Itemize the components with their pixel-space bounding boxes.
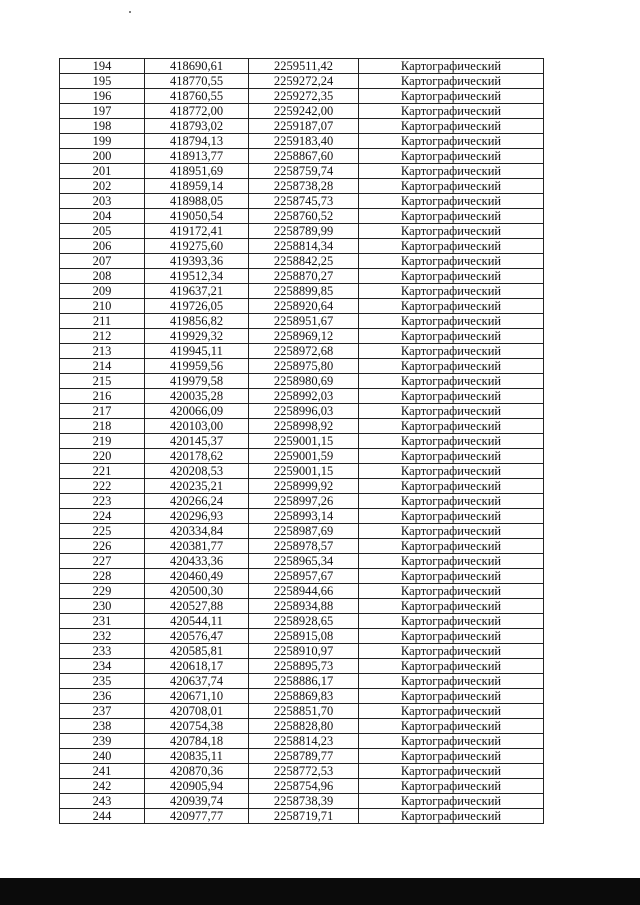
point-number-cell: 207 — [60, 254, 145, 269]
y-coordinate-cell: 2259001,15 — [249, 464, 359, 479]
y-coordinate-cell: 2259183,40 — [249, 134, 359, 149]
x-coordinate-cell: 419050,54 — [145, 209, 249, 224]
point-number-cell: 229 — [60, 584, 145, 599]
x-coordinate-cell: 420671,10 — [145, 689, 249, 704]
point-number-cell: 242 — [60, 779, 145, 794]
y-coordinate-cell: 2258759,74 — [249, 164, 359, 179]
x-coordinate-cell: 420460,49 — [145, 569, 249, 584]
point-number-cell: 232 — [60, 629, 145, 644]
point-number-cell: 224 — [60, 509, 145, 524]
x-coordinate-cell: 420637,74 — [145, 674, 249, 689]
point-number-cell: 208 — [60, 269, 145, 284]
x-coordinate-cell: 419726,05 — [145, 299, 249, 314]
method-cell: Картографический — [359, 599, 544, 614]
table-row — [60, 719, 544, 734]
y-coordinate-cell: 2258944,66 — [249, 584, 359, 599]
table-row — [60, 179, 544, 194]
point-number-cell: 237 — [60, 704, 145, 719]
x-coordinate-cell: 420266,24 — [145, 494, 249, 509]
table-row — [60, 419, 544, 434]
point-number-cell: 200 — [60, 149, 145, 164]
point-number-cell: 238 — [60, 719, 145, 734]
point-number-cell: 215 — [60, 374, 145, 389]
point-number-cell: 204 — [60, 209, 145, 224]
table-row — [60, 734, 544, 749]
point-number-cell: 239 — [60, 734, 145, 749]
table-row — [60, 809, 544, 824]
method-cell: Картографический — [359, 89, 544, 104]
x-coordinate-cell: 418913,77 — [145, 149, 249, 164]
table-row — [60, 359, 544, 374]
point-number-cell: 222 — [60, 479, 145, 494]
table-row — [60, 704, 544, 719]
table-row — [60, 149, 544, 164]
x-coordinate-cell: 419512,34 — [145, 269, 249, 284]
point-number-cell: 225 — [60, 524, 145, 539]
method-cell: Картографический — [359, 59, 544, 74]
table-row — [60, 539, 544, 554]
y-coordinate-cell: 2258969,12 — [249, 329, 359, 344]
y-coordinate-cell: 2258965,34 — [249, 554, 359, 569]
point-number-cell: 218 — [60, 419, 145, 434]
method-cell: Картографический — [359, 809, 544, 824]
method-cell: Картографический — [359, 689, 544, 704]
y-coordinate-cell: 2258915,08 — [249, 629, 359, 644]
method-cell: Картографический — [359, 434, 544, 449]
x-coordinate-cell: 419637,21 — [145, 284, 249, 299]
method-cell: Картографический — [359, 629, 544, 644]
table-row — [60, 599, 544, 614]
y-coordinate-cell: 2258980,69 — [249, 374, 359, 389]
table-row — [60, 569, 544, 584]
x-coordinate-cell: 420296,93 — [145, 509, 249, 524]
method-cell: Картографический — [359, 524, 544, 539]
method-cell: Картографический — [359, 749, 544, 764]
method-cell: Картографический — [359, 389, 544, 404]
x-coordinate-cell: 419945,11 — [145, 344, 249, 359]
table-row — [60, 434, 544, 449]
y-coordinate-cell: 2258992,03 — [249, 389, 359, 404]
point-number-cell: 236 — [60, 689, 145, 704]
method-cell: Картографический — [359, 314, 544, 329]
table-row — [60, 389, 544, 404]
point-number-cell: 211 — [60, 314, 145, 329]
y-coordinate-cell: 2258842,25 — [249, 254, 359, 269]
x-coordinate-cell: 420784,18 — [145, 734, 249, 749]
x-coordinate-cell: 420035,28 — [145, 389, 249, 404]
method-cell: Картографический — [359, 659, 544, 674]
coordinates-table — [59, 58, 544, 824]
x-coordinate-cell: 420977,77 — [145, 809, 249, 824]
table-row — [60, 509, 544, 524]
method-cell: Картографический — [359, 209, 544, 224]
table-row — [60, 614, 544, 629]
point-number-cell: 213 — [60, 344, 145, 359]
method-cell: Картографический — [359, 359, 544, 374]
y-coordinate-cell: 2259272,24 — [249, 74, 359, 89]
table-row — [60, 449, 544, 464]
x-coordinate-cell: 420381,77 — [145, 539, 249, 554]
point-number-cell: 221 — [60, 464, 145, 479]
method-cell: Картографический — [359, 584, 544, 599]
method-cell: Картографический — [359, 479, 544, 494]
table-row — [60, 524, 544, 539]
point-number-cell: 194 — [60, 59, 145, 74]
method-cell: Картографический — [359, 569, 544, 584]
x-coordinate-cell: 420754,38 — [145, 719, 249, 734]
point-number-cell: 219 — [60, 434, 145, 449]
point-number-cell: 216 — [60, 389, 145, 404]
point-number-cell: 234 — [60, 659, 145, 674]
x-coordinate-cell: 419959,56 — [145, 359, 249, 374]
method-cell: Картографический — [359, 734, 544, 749]
y-coordinate-cell: 2258814,23 — [249, 734, 359, 749]
x-coordinate-cell: 418951,69 — [145, 164, 249, 179]
y-coordinate-cell: 2258951,67 — [249, 314, 359, 329]
y-coordinate-cell: 2259001,59 — [249, 449, 359, 464]
method-cell: Картографический — [359, 719, 544, 734]
x-coordinate-cell: 420235,21 — [145, 479, 249, 494]
method-cell: Картографический — [359, 644, 544, 659]
point-number-cell: 226 — [60, 539, 145, 554]
x-coordinate-cell: 420576,47 — [145, 629, 249, 644]
y-coordinate-cell: 2258920,64 — [249, 299, 359, 314]
table-row — [60, 239, 544, 254]
method-cell: Картографический — [359, 269, 544, 284]
y-coordinate-cell: 2258987,69 — [249, 524, 359, 539]
x-coordinate-cell: 418772,00 — [145, 104, 249, 119]
x-coordinate-cell: 419856,82 — [145, 314, 249, 329]
method-cell: Картографический — [359, 704, 544, 719]
method-cell: Картографический — [359, 119, 544, 134]
point-number-cell: 235 — [60, 674, 145, 689]
x-coordinate-cell: 420334,84 — [145, 524, 249, 539]
table-row — [60, 104, 544, 119]
y-coordinate-cell: 2258738,28 — [249, 179, 359, 194]
x-coordinate-cell: 420905,94 — [145, 779, 249, 794]
table-row — [60, 119, 544, 134]
y-coordinate-cell: 2258928,65 — [249, 614, 359, 629]
method-cell: Картографический — [359, 224, 544, 239]
y-coordinate-cell: 2258828,80 — [249, 719, 359, 734]
y-coordinate-cell: 2258719,71 — [249, 809, 359, 824]
method-cell: Картографический — [359, 344, 544, 359]
point-number-cell: 205 — [60, 224, 145, 239]
y-coordinate-cell: 2259187,07 — [249, 119, 359, 134]
table-row — [60, 494, 544, 509]
method-cell: Картографический — [359, 239, 544, 254]
x-coordinate-cell: 418959,14 — [145, 179, 249, 194]
table-row — [60, 404, 544, 419]
point-number-cell: 231 — [60, 614, 145, 629]
point-number-cell: 212 — [60, 329, 145, 344]
point-number-cell: 241 — [60, 764, 145, 779]
x-coordinate-cell: 420145,37 — [145, 434, 249, 449]
point-number-cell: 199 — [60, 134, 145, 149]
table-row — [60, 224, 544, 239]
x-coordinate-cell: 419172,41 — [145, 224, 249, 239]
method-cell: Картографический — [359, 164, 544, 179]
y-coordinate-cell: 2258870,27 — [249, 269, 359, 284]
x-coordinate-cell: 420618,17 — [145, 659, 249, 674]
y-coordinate-cell: 2258899,85 — [249, 284, 359, 299]
table-row — [60, 134, 544, 149]
table-row — [60, 794, 544, 809]
scan-bottom-edge — [0, 878, 640, 905]
x-coordinate-cell: 420527,88 — [145, 599, 249, 614]
method-cell: Картографический — [359, 509, 544, 524]
table-row — [60, 749, 544, 764]
y-coordinate-cell: 2258978,57 — [249, 539, 359, 554]
y-coordinate-cell: 2259001,15 — [249, 434, 359, 449]
y-coordinate-cell: 2258760,52 — [249, 209, 359, 224]
table-row — [60, 194, 544, 209]
x-coordinate-cell: 420870,36 — [145, 764, 249, 779]
x-coordinate-cell: 418760,55 — [145, 89, 249, 104]
table-row — [60, 89, 544, 104]
method-cell: Картографический — [359, 464, 544, 479]
table-row — [60, 314, 544, 329]
point-number-cell: 201 — [60, 164, 145, 179]
point-number-cell: 240 — [60, 749, 145, 764]
x-coordinate-cell: 420544,11 — [145, 614, 249, 629]
method-cell: Картографический — [359, 674, 544, 689]
point-number-cell: 214 — [60, 359, 145, 374]
method-cell: Картографический — [359, 449, 544, 464]
x-coordinate-cell: 419929,32 — [145, 329, 249, 344]
method-cell: Картографический — [359, 404, 544, 419]
point-number-cell: 195 — [60, 74, 145, 89]
method-cell: Картографический — [359, 299, 544, 314]
y-coordinate-cell: 2258869,83 — [249, 689, 359, 704]
point-number-cell: 244 — [60, 809, 145, 824]
x-coordinate-cell: 418770,55 — [145, 74, 249, 89]
method-cell: Картографический — [359, 254, 544, 269]
table-row — [60, 209, 544, 224]
y-coordinate-cell: 2258999,92 — [249, 479, 359, 494]
y-coordinate-cell: 2259272,35 — [249, 89, 359, 104]
table-row — [60, 269, 544, 284]
table-row — [60, 674, 544, 689]
point-number-cell: 202 — [60, 179, 145, 194]
table-row — [60, 659, 544, 674]
y-coordinate-cell: 2259511,42 — [249, 59, 359, 74]
table-row — [60, 284, 544, 299]
point-number-cell: 197 — [60, 104, 145, 119]
method-cell: Картографический — [359, 179, 544, 194]
point-number-cell: 233 — [60, 644, 145, 659]
y-coordinate-cell: 2258789,99 — [249, 224, 359, 239]
point-number-cell: 220 — [60, 449, 145, 464]
x-coordinate-cell: 418988,05 — [145, 194, 249, 209]
point-number-cell: 198 — [60, 119, 145, 134]
table-row — [60, 584, 544, 599]
y-coordinate-cell: 2258789,77 — [249, 749, 359, 764]
method-cell: Картографический — [359, 494, 544, 509]
y-coordinate-cell: 2258867,60 — [249, 149, 359, 164]
x-coordinate-cell: 419979,58 — [145, 374, 249, 389]
point-number-cell: 227 — [60, 554, 145, 569]
y-coordinate-cell: 2258996,03 — [249, 404, 359, 419]
x-coordinate-cell: 420585,81 — [145, 644, 249, 659]
table-row — [60, 59, 544, 74]
y-coordinate-cell: 2258814,34 — [249, 239, 359, 254]
x-coordinate-cell: 420433,36 — [145, 554, 249, 569]
table-row — [60, 689, 544, 704]
x-coordinate-cell: 420178,62 — [145, 449, 249, 464]
y-coordinate-cell: 2258975,80 — [249, 359, 359, 374]
y-coordinate-cell: 2258738,39 — [249, 794, 359, 809]
y-coordinate-cell: 2258754,96 — [249, 779, 359, 794]
point-number-cell: 228 — [60, 569, 145, 584]
table-row — [60, 374, 544, 389]
x-coordinate-cell: 420708,01 — [145, 704, 249, 719]
method-cell: Картографический — [359, 194, 544, 209]
table-row — [60, 299, 544, 314]
method-cell: Картографический — [359, 74, 544, 89]
table-row — [60, 464, 544, 479]
table-row — [60, 554, 544, 569]
x-coordinate-cell: 420939,74 — [145, 794, 249, 809]
x-coordinate-cell: 419393,36 — [145, 254, 249, 269]
x-coordinate-cell: 418794,13 — [145, 134, 249, 149]
table-row — [60, 254, 544, 269]
method-cell: Картографический — [359, 329, 544, 344]
table-row — [60, 164, 544, 179]
y-coordinate-cell: 2258886,17 — [249, 674, 359, 689]
point-number-cell: 243 — [60, 794, 145, 809]
table-row — [60, 644, 544, 659]
method-cell: Картографический — [359, 539, 544, 554]
y-coordinate-cell: 2258910,97 — [249, 644, 359, 659]
y-coordinate-cell: 2258934,88 — [249, 599, 359, 614]
x-coordinate-cell: 420103,00 — [145, 419, 249, 434]
method-cell: Картографический — [359, 554, 544, 569]
point-number-cell: 210 — [60, 299, 145, 314]
point-number-cell: 223 — [60, 494, 145, 509]
x-coordinate-cell: 420500,30 — [145, 584, 249, 599]
point-number-cell: 217 — [60, 404, 145, 419]
y-coordinate-cell: 2258972,68 — [249, 344, 359, 359]
x-coordinate-cell: 418793,02 — [145, 119, 249, 134]
method-cell: Картографический — [359, 764, 544, 779]
point-number-cell: 203 — [60, 194, 145, 209]
y-coordinate-cell: 2258998,92 — [249, 419, 359, 434]
table-row — [60, 329, 544, 344]
x-coordinate-cell: 420835,11 — [145, 749, 249, 764]
y-coordinate-cell: 2258851,70 — [249, 704, 359, 719]
method-cell: Картографический — [359, 134, 544, 149]
table-row — [60, 74, 544, 89]
method-cell: Картографический — [359, 419, 544, 434]
x-coordinate-cell: 420066,09 — [145, 404, 249, 419]
method-cell: Картографический — [359, 374, 544, 389]
table-row — [60, 764, 544, 779]
x-coordinate-cell: 418690,61 — [145, 59, 249, 74]
y-coordinate-cell: 2258745,73 — [249, 194, 359, 209]
point-number-cell: 209 — [60, 284, 145, 299]
y-coordinate-cell: 2258997,26 — [249, 494, 359, 509]
table-row — [60, 479, 544, 494]
y-coordinate-cell: 2258993,14 — [249, 509, 359, 524]
table-row — [60, 779, 544, 794]
y-coordinate-cell: 2258957,67 — [249, 569, 359, 584]
y-coordinate-cell: 2258895,73 — [249, 659, 359, 674]
y-coordinate-cell: 2258772,53 — [249, 764, 359, 779]
x-coordinate-cell: 420208,53 — [145, 464, 249, 479]
method-cell: Картографический — [359, 104, 544, 119]
point-number-cell: 196 — [60, 89, 145, 104]
method-cell: Картографический — [359, 614, 544, 629]
y-coordinate-cell: 2259242,00 — [249, 104, 359, 119]
point-number-cell: 206 — [60, 239, 145, 254]
method-cell: Картографический — [359, 284, 544, 299]
table-row — [60, 344, 544, 359]
method-cell: Картографический — [359, 794, 544, 809]
scan-speck — [129, 11, 131, 13]
coordinates-table-body — [60, 59, 544, 824]
point-number-cell: 230 — [60, 599, 145, 614]
method-cell: Картографический — [359, 779, 544, 794]
method-cell: Картографический — [359, 149, 544, 164]
x-coordinate-cell: 419275,60 — [145, 239, 249, 254]
table-row — [60, 629, 544, 644]
